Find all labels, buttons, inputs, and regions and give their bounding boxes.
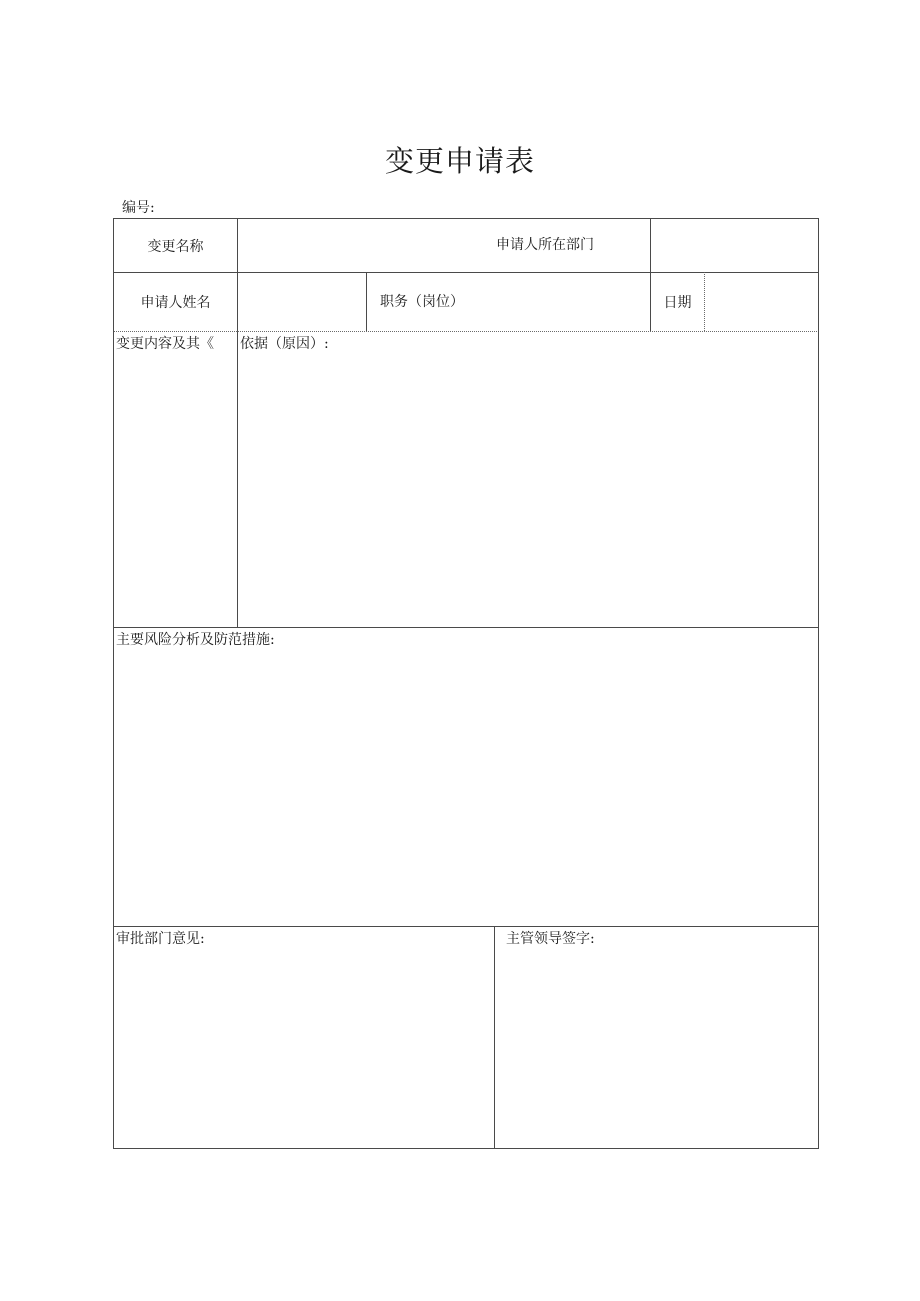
change-content-label: 变更内容及其《	[116, 336, 214, 352]
basis-label: 依据（原因）:	[240, 336, 329, 352]
date-input-cell[interactable]	[704, 272, 819, 331]
applicant-name-label-cell	[113, 272, 237, 331]
basis-cell[interactable]	[237, 331, 819, 627]
risk-analysis-cell[interactable]	[113, 627, 819, 926]
risk-analysis-label: 主要风险分析及防范措施:	[116, 632, 275, 648]
supervisor-signature-label: 主管领导签字:	[506, 931, 595, 947]
change-content-cell[interactable]	[113, 331, 237, 627]
form-title: 变更申请表	[384, 144, 535, 178]
change-name-label: 变更名称	[147, 238, 204, 255]
position-cell[interactable]	[366, 272, 650, 331]
approval-opinion-label: 审批部门意见:	[116, 931, 205, 947]
applicant-dept-input-cell[interactable]	[650, 218, 819, 272]
applicant-name-label: 申请人姓名	[140, 295, 211, 311]
date-label: 日期	[663, 295, 692, 311]
position-label: 职务（岗位）	[380, 294, 464, 310]
approval-opinion-cell[interactable]	[113, 926, 494, 1149]
change-name-label-cell	[113, 218, 237, 272]
change-request-form	[113, 218, 819, 1149]
date-label-cell	[650, 272, 704, 331]
applicant-dept-label: 申请人所在部门	[496, 237, 594, 253]
applicant-name-input-cell[interactable]	[237, 272, 366, 331]
change-name-input-cell[interactable]	[237, 218, 650, 272]
serial-number-label: 编号:	[122, 200, 155, 216]
supervisor-signature-cell[interactable]	[494, 926, 819, 1149]
